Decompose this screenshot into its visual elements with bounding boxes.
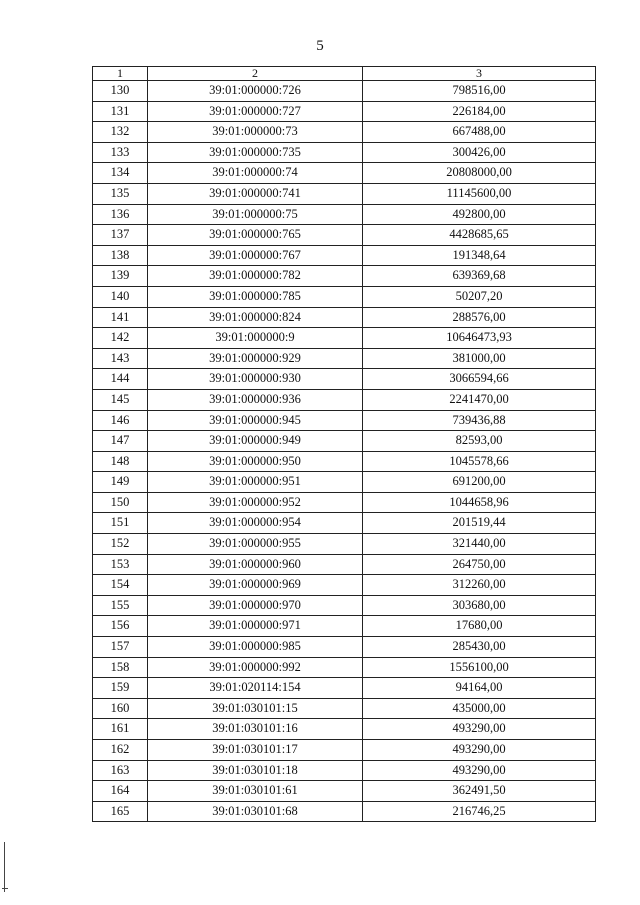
value-cell: 82593,00 [363,431,596,452]
cadastral-number-cell: 39:01:000000:75 [148,204,363,225]
column-header-1: 1 [93,67,148,81]
table-body [93,81,596,822]
table-row [93,101,596,122]
table-row [93,740,596,761]
cadastral-number-cell: 39:01:000000:969 [148,575,363,596]
cadastral-number-cell: 39:01:000000:767 [148,245,363,266]
table-row [93,534,596,555]
cadastral-number-cell: 39:01:000000:960 [148,554,363,575]
cadastral-number-cell: 39:01:000000:951 [148,472,363,493]
table-row [93,719,596,740]
cadastral-number-cell: 39:01:000000:985 [148,637,363,658]
table-row [93,657,596,678]
cadastral-number-cell: 39:01:000000:936 [148,389,363,410]
table-row [93,245,596,266]
value-cell: 216746,25 [363,801,596,822]
cadastral-number-cell: 39:01:000000:785 [148,286,363,307]
table-row [93,801,596,822]
row-number-cell: 138 [93,245,148,266]
table-row [93,348,596,369]
cadastral-number-cell: 39:01:000000:73 [148,122,363,143]
value-cell: 435000,00 [363,698,596,719]
cadastral-number-cell: 39:01:000000:955 [148,534,363,555]
value-cell: 1556100,00 [363,657,596,678]
value-cell: 50207,20 [363,286,596,307]
row-number-cell: 153 [93,554,148,575]
margin-tick [2,888,8,889]
row-number-cell: 133 [93,142,148,163]
value-cell: 4428685,65 [363,225,596,246]
value-cell: 492800,00 [363,204,596,225]
value-cell: 2241470,00 [363,389,596,410]
table-row [93,595,596,616]
table-row [93,554,596,575]
value-cell: 798516,00 [363,81,596,102]
cadastral-number-cell: 39:01:000000:970 [148,595,363,616]
value-cell: 201519,44 [363,513,596,534]
table-header-row [93,67,596,81]
value-cell: 667488,00 [363,122,596,143]
cadastral-number-cell: 39:01:000000:741 [148,183,363,204]
value-cell: 264750,00 [363,554,596,575]
row-number-cell: 165 [93,801,148,822]
row-number-cell: 130 [93,81,148,102]
cadastral-number-cell: 39:01:000000:765 [148,225,363,246]
page-number: 5 [316,38,324,54]
cadastral-number-cell: 39:01:000000:949 [148,431,363,452]
table-row [93,142,596,163]
cadastral-number-cell: 39:01:000000:735 [148,142,363,163]
parcel-value-table [92,66,596,822]
table-row [93,451,596,472]
row-number-cell: 147 [93,431,148,452]
table-row [93,637,596,658]
value-cell: 493290,00 [363,740,596,761]
value-cell: 94164,00 [363,678,596,699]
cadastral-number-cell: 39:01:000000:945 [148,410,363,431]
row-number-cell: 159 [93,678,148,699]
column-header-2: 2 [148,67,363,81]
row-number-cell: 144 [93,369,148,390]
table-row [93,369,596,390]
row-number-cell: 143 [93,348,148,369]
row-number-cell: 146 [93,410,148,431]
row-number-cell: 149 [93,472,148,493]
value-cell: 10646473,93 [363,328,596,349]
table-row [93,389,596,410]
row-number-cell: 162 [93,740,148,761]
value-cell: 191348,64 [363,245,596,266]
cadastral-number-cell: 39:01:030101:15 [148,698,363,719]
table-row [93,122,596,143]
cadastral-number-cell: 39:01:000000:9 [148,328,363,349]
table-row [93,81,596,102]
row-number-cell: 161 [93,719,148,740]
row-number-cell: 148 [93,451,148,472]
value-cell: 303680,00 [363,595,596,616]
cadastral-number-cell: 39:01:020114:154 [148,678,363,699]
value-cell: 11145600,00 [363,183,596,204]
row-number-cell: 155 [93,595,148,616]
cadastral-number-cell: 39:01:000000:971 [148,616,363,637]
value-cell: 312260,00 [363,575,596,596]
table-row [93,204,596,225]
value-cell: 381000,00 [363,348,596,369]
table-row [93,163,596,184]
row-number-cell: 158 [93,657,148,678]
value-cell: 362491,50 [363,781,596,802]
cadastral-number-cell: 39:01:000000:74 [148,163,363,184]
value-cell: 1044658,96 [363,492,596,513]
table-row [93,431,596,452]
row-number-cell: 135 [93,183,148,204]
cadastral-number-cell: 39:01:000000:950 [148,451,363,472]
table-row [93,286,596,307]
cadastral-number-cell: 39:01:000000:930 [148,369,363,390]
table-row [93,328,596,349]
table-row [93,266,596,287]
cadastral-number-cell: 39:01:000000:782 [148,266,363,287]
cadastral-number-cell: 39:01:030101:68 [148,801,363,822]
cadastral-number-cell: 39:01:000000:954 [148,513,363,534]
row-number-cell: 160 [93,698,148,719]
cadastral-number-cell: 39:01:030101:16 [148,719,363,740]
row-number-cell: 132 [93,122,148,143]
row-number-cell: 137 [93,225,148,246]
table-row [93,616,596,637]
value-cell: 288576,00 [363,307,596,328]
row-number-cell: 151 [93,513,148,534]
table-row [93,492,596,513]
value-cell: 493290,00 [363,760,596,781]
table-row [93,307,596,328]
value-cell: 639369,68 [363,266,596,287]
table-row [93,410,596,431]
row-number-cell: 156 [93,616,148,637]
row-number-cell: 154 [93,575,148,596]
column-header-3: 3 [363,67,596,81]
table-row [93,760,596,781]
cadastral-number-cell: 39:01:000000:952 [148,492,363,513]
row-number-cell: 141 [93,307,148,328]
value-cell: 691200,00 [363,472,596,493]
table-row [93,698,596,719]
table-row [93,513,596,534]
row-number-cell: 157 [93,637,148,658]
row-number-cell: 136 [93,204,148,225]
row-number-cell: 142 [93,328,148,349]
value-cell: 17680,00 [363,616,596,637]
value-cell: 226184,00 [363,101,596,122]
row-number-cell: 134 [93,163,148,184]
table-row [93,183,596,204]
table-row [93,678,596,699]
cadastral-number-cell: 39:01:000000:824 [148,307,363,328]
margin-mark [4,842,5,892]
row-number-cell: 152 [93,534,148,555]
table-row [93,575,596,596]
value-cell: 3066594,66 [363,369,596,390]
cadastral-number-cell: 39:01:000000:727 [148,101,363,122]
row-number-cell: 145 [93,389,148,410]
value-cell: 1045578,66 [363,451,596,472]
cadastral-number-cell: 39:01:030101:61 [148,781,363,802]
table-row [93,225,596,246]
row-number-cell: 139 [93,266,148,287]
row-number-cell: 150 [93,492,148,513]
table-row [93,781,596,802]
cadastral-number-cell: 39:01:030101:18 [148,760,363,781]
row-number-cell: 131 [93,101,148,122]
cadastral-number-cell: 39:01:000000:929 [148,348,363,369]
value-cell: 321440,00 [363,534,596,555]
value-cell: 493290,00 [363,719,596,740]
table-row [93,472,596,493]
value-cell: 285430,00 [363,637,596,658]
cadastral-number-cell: 39:01:030101:17 [148,740,363,761]
value-cell: 739436,88 [363,410,596,431]
row-number-cell: 164 [93,781,148,802]
cadastral-number-cell: 39:01:000000:992 [148,657,363,678]
row-number-cell: 140 [93,286,148,307]
cadastral-number-cell: 39:01:000000:726 [148,81,363,102]
value-cell: 300426,00 [363,142,596,163]
row-number-cell: 163 [93,760,148,781]
value-cell: 20808000,00 [363,163,596,184]
